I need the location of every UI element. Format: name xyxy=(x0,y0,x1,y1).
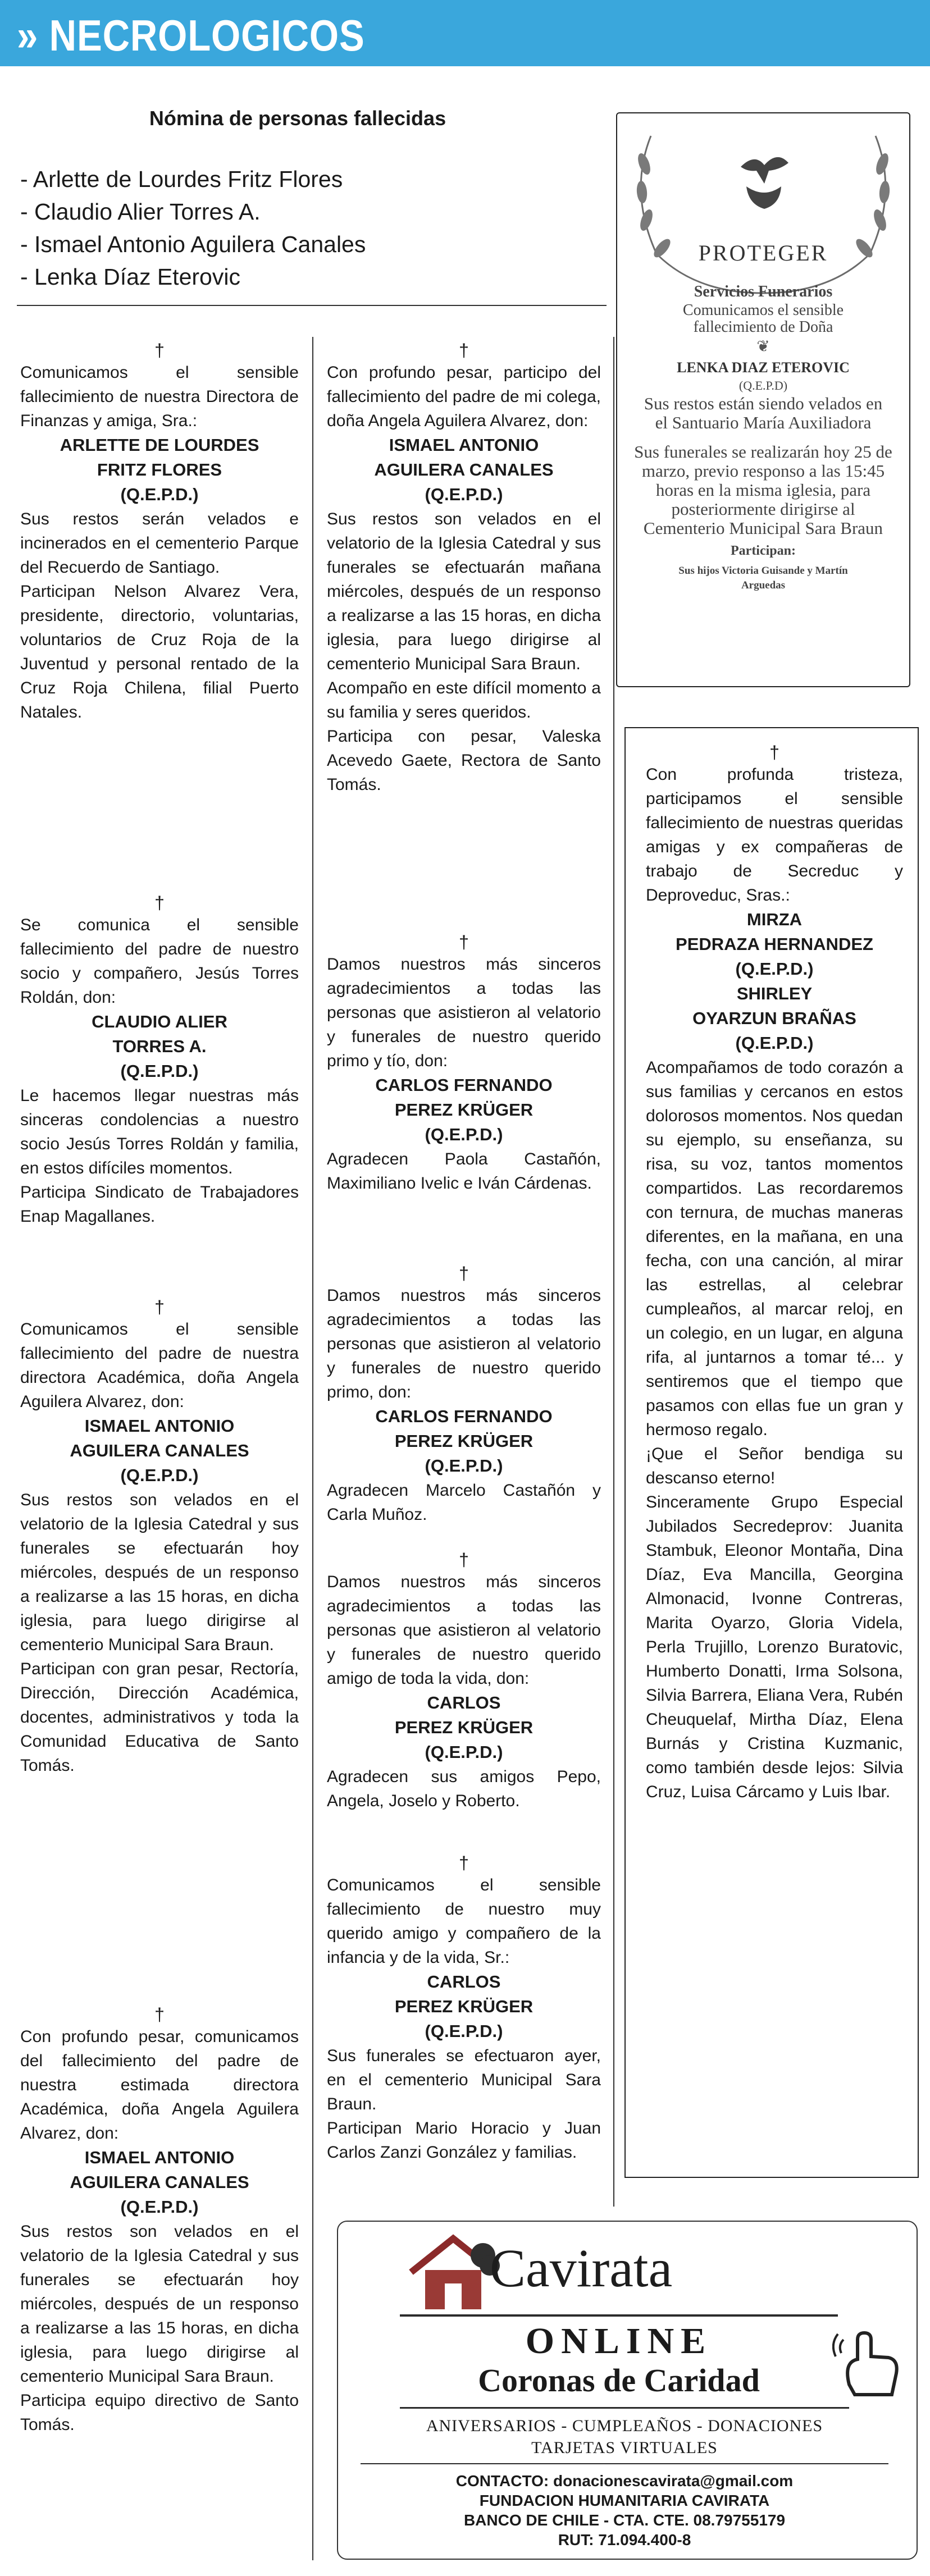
notice-intro: Con profundo pesar, participo del fallecimiento del padre de mi colega, doña Angela Aguilera Alvarez, don: xyxy=(327,363,601,430)
section-title: » NECROLOGICOS xyxy=(17,11,365,60)
notice-ismael-2 xyxy=(20,2004,299,2437)
participants-label: Participan: xyxy=(731,543,796,558)
brand-name: PROTEGER xyxy=(698,240,828,266)
qepd: (Q.E.P.D.) xyxy=(735,1033,814,1053)
list-item: - Ismael Antonio Aguilera Canales xyxy=(20,231,366,257)
notice-text: Sus restos son velados en el velatorio de la Iglesia Catedral y sus funerales se efectuarán mañana miércoles, después de un responso a realizarse a las 15 horas, en dicha iglesia, para luego dirigirse al cementerio Municipal Sara Braun. xyxy=(327,510,601,673)
divider xyxy=(400,2314,838,2317)
deceased-list xyxy=(20,163,604,293)
deceased-name: ARLETTE DE LOURDES xyxy=(60,435,259,455)
deceased-name: CARLOS FERNANDO xyxy=(375,1075,553,1095)
notice-text: ¡Que el Señor bendiga su descanso eterno! xyxy=(646,1445,903,1487)
house-logo-icon xyxy=(405,2233,501,2317)
deceased-name: PEREZ KRÜGER xyxy=(394,1431,534,1451)
notice-text: Le hacemos llegar nuestras más sinceras condolencias a nuestro socio Jesús Torres Roldán y familia, en estos difíciles momentos. xyxy=(20,1086,299,1177)
notice-text: Acompañamos de todo corazón a sus familias y cercanos en estos dolorosos momentos. Nos quedan su ejemplo, su enseñanza, su risa, su voz, tantos momentos compartidos. Las recordaremos con ternura, de muchas maneras diferentes, en la mañana, en una fecha, con una canción, al mirar las estrellas, al celebrar cumpleaños, al marcar reloj, en un colegio, en un lugar, en alguna rifa, al juntarnos a tomar té... y sentiremos que el tiempo que pasamos con ellas fue un gran y hermoso regalo. xyxy=(646,1058,903,1439)
deceased-name: AGUILERA CANALES xyxy=(374,460,554,479)
notice-text: Sus restos están siendo velados en el Santuario María Auxiliadora xyxy=(644,394,883,432)
qepd: (Q.E.P.D.) xyxy=(120,1465,199,1485)
notice-text: Participa equipo directivo de Santo Tomás. xyxy=(20,2391,299,2434)
notice-intro: Con profunda tristeza, participamos el sensible fallecimiento de nuestras queridas amigas y ex compañeras de trabajo de Secreduc y Deproveduc, Sras.: xyxy=(646,765,903,905)
deceased-name: CARLOS FERNANDO xyxy=(375,1406,553,1426)
notice-text: Sus restos serán velados e incinerados en el cementerio Parque del Recuerdo de Santiago. xyxy=(20,510,299,577)
deceased-name: ISMAEL ANTONIO xyxy=(84,1416,235,1436)
list-item: - Arlette de Lourdes Fritz Flores xyxy=(20,166,343,192)
deceased-name: ISMAEL ANTONIO xyxy=(84,2148,235,2167)
deceased-name: PEDRAZA HERNANDEZ xyxy=(676,934,873,954)
qepd: (Q.E.P.D.) xyxy=(735,959,814,979)
ad-online: ONLINE xyxy=(525,2321,713,2362)
notice-text: Participa con pesar, Valeska Acevedo Gaete, Rectora de Santo Tomás. xyxy=(327,727,601,794)
notice-intro: Damos nuestros más sinceros agradecimientos a todas las personas que asistieron al velatorio y funerales de nuestro querido primo, don: xyxy=(327,1286,601,1401)
notice-intro: Se comunica el sensible fallecimiento del padre de nuestro socio y compañero, Jesús Torres Roldán, don: xyxy=(20,916,299,1007)
hand-pointer-icon xyxy=(832,2328,905,2401)
column-divider xyxy=(312,337,313,2560)
proteger-notice xyxy=(616,112,910,687)
notice-text: Agradecen Marcelo Castañón y Carla Muñoz. xyxy=(327,1481,601,1524)
notice-text: Agradecen sus amigos Pepo, Angela, Joselo y Roberto. xyxy=(327,1767,601,1810)
notice-intro: Damos nuestros más sinceros agradecimientos a todas las personas que asistieron al velatorio y funerales de nuestro querido amigo de toda la vida, don: xyxy=(327,1573,601,1688)
ad-services-2: TARJETAS VIRTUALES xyxy=(531,2438,718,2457)
notice-text: Participan Nelson Alvarez Vera, presidente, directorio, voluntarias, voluntarios de Cruz Roja de la Juventud y personal rentado de la Cruz Roja Chilena, filial Puerto Natales. xyxy=(20,582,299,721)
notice-intro: Comunicamos el sensible fallecimiento de nuestro muy querido amigo y compañero de la infancia y de la vida, Sr.: xyxy=(327,1876,601,1967)
notice-text: Participan Mario Horacio y Juan Carlos Zanzi González y familias. xyxy=(327,2119,601,2162)
cross-icon: † xyxy=(154,340,165,360)
notice-carlos-2 xyxy=(327,1263,601,1527)
olive-wreath-icon xyxy=(617,113,909,299)
ad-bank: BANCO DE CHILE - CTA. CTE. 08.79755179 xyxy=(463,2511,786,2529)
qepd: (Q.E.P.D.) xyxy=(120,2197,199,2217)
deceased-name: ISMAEL ANTONIO xyxy=(389,435,539,455)
notice-text: Participan con gran pesar, Rectoría, Dirección, Dirección Académica, docentes, administrativos y toda la Comunidad Educativa de Santo Tomás. xyxy=(20,1660,299,1775)
notice-text: Sus restos son velados en el velatorio de la Iglesia Catedral y sus funerales se efectuarán hoy miércoles, después de un responso a realizarse a las 15 horas, en dicha iglesia, para luego dirigirse al cementerio Municipal Sara Braun. xyxy=(20,1491,299,1654)
notice-text: Agradecen Paola Castañón, Maximiliano Ivelic e Iván Cárdenas. xyxy=(327,1150,601,1193)
deceased-name: SHIRLEY xyxy=(736,984,813,1003)
notice-intro: Comunicamos el sensible fallecimiento de Doña xyxy=(682,302,844,336)
cross-icon: † xyxy=(459,1263,469,1284)
notice-ismael xyxy=(20,1297,299,1778)
deceased-name: TORRES A. xyxy=(112,1036,207,1056)
notice-text: Sinceramente Grupo Especial Jubilados Secredeprov: Juanita Stambuk, Eleonor Montaña, Dina Díaz, Eva Mancilla, Georgina Almonacid, Ivonne Contreras, Marita Oyarzo, Gloria Videla, Perla Trujillo, Lorenzo Buratovic, Humberto Donatti, Irma Solsona, Silvia Barrera, Eliana Vera, Rubén Cheuquelaf, Mirtha Díaz, Elena Burnás y Cristina Kuzmanic, como también desde lejos: Silvia Cruz, Luisa Cárcamo y Luis Ibar. xyxy=(646,1493,903,1801)
notice-carlos-3 xyxy=(327,1550,601,1813)
divider xyxy=(17,305,607,306)
notice-claudio xyxy=(20,893,299,1228)
notice-intro: Comunicamos el sensible fallecimiento del padre de nuestra directora Académica, doña Angela Aguilera Alvarez, don: xyxy=(20,1320,299,1411)
deceased-name: MIRZA xyxy=(746,910,803,929)
cross-icon: † xyxy=(459,932,469,952)
notice-carlos-4 xyxy=(327,1853,601,2164)
section-header xyxy=(0,0,930,66)
cross-icon: † xyxy=(154,1297,165,1317)
notice-intro: Damos nuestros más sinceros agradecimientos a todas las personas que asistieron al velatorio y funerales de nuestro querido primo y tío, don: xyxy=(327,955,601,1070)
notice-text: Sus funerales se efectuaron ayer, en el cementerio Municipal Sara Braun. xyxy=(327,2047,601,2113)
deceased-name: OYARZUN BRAÑAS xyxy=(692,1008,856,1028)
cross-icon: † xyxy=(459,1550,469,1570)
cross-icon: † xyxy=(769,742,779,762)
deceased-name: AGUILERA CANALES xyxy=(70,2172,249,2192)
qepd: (Q.E.P.D.) xyxy=(120,485,199,504)
qepd: (Q.E.P.D.) xyxy=(425,485,503,504)
qepd: (Q.E.P.D.) xyxy=(425,2021,503,2041)
deceased-name: CARLOS xyxy=(427,1693,501,1712)
qepd: (Q.E.P.D) xyxy=(738,378,788,392)
deceased-name: PEREZ KRÜGER xyxy=(394,1997,534,2016)
list-item: - Lenka Díaz Eterovic xyxy=(20,264,240,290)
cross-icon: † xyxy=(459,340,469,360)
column-divider xyxy=(613,337,614,2207)
deceased-name: PEREZ KRÜGER xyxy=(394,1100,534,1120)
notice-intro: Con profundo pesar, comunicamos del fallecimiento del padre de nuestra estimada directora Académica, doña Angela Aguilera Alvarez, don: xyxy=(20,2027,299,2143)
list-heading: Nómina de personas fallecidas xyxy=(149,107,446,130)
leaf-icon: ❦ xyxy=(756,338,770,355)
notice-text: Sus funerales se realizarán hoy 25 de marzo, previo responso a las 15:45 horas en la misma iglesia, para posteriormente dirigirse al Cementerio Municipal Sara Braun xyxy=(634,442,892,538)
notice-arlette xyxy=(20,340,299,724)
ad-services: ANIVERSARIOS - CUMPLEAÑOS - DONACIONES xyxy=(426,2417,823,2435)
divider xyxy=(361,2463,888,2464)
qepd: (Q.E.P.D.) xyxy=(120,1061,199,1081)
notice-intro: Comunicamos el sensible fallecimiento de nuestra Directora de Finanzas y amiga, Sra.: xyxy=(20,363,299,430)
qepd: (Q.E.P.D.) xyxy=(425,1456,503,1476)
notice-mirza-shirley xyxy=(646,742,903,1804)
qepd: (Q.E.P.D.) xyxy=(425,1125,503,1144)
deceased-name: LENKA DIAZ ETEROVIC xyxy=(677,359,850,376)
notice-text: Acompaño en este difícil momento a su familia y seres queridos. xyxy=(327,679,601,721)
participants: Sus hijos Victoria Guisande y Martín Arguedas xyxy=(678,565,848,591)
ad-brand: Cavirata xyxy=(490,2238,673,2298)
deceased-name: AGUILERA CANALES xyxy=(70,1441,249,1460)
ad-contact[interactable]: CONTACTO: donacionescavirata@gmail.com xyxy=(455,2472,794,2490)
ad-rut: RUT: 71.094.400-8 xyxy=(558,2531,691,2548)
brand-subtitle: Servicios Funerarios xyxy=(694,283,833,300)
notice-text: Participa Sindicato de Trabajadores Enap Magallanes. xyxy=(20,1183,299,1226)
deceased-name: FRITZ FLORES xyxy=(97,460,222,479)
ad-foundation: FUNDACION HUMANITARIA CAVIRATA xyxy=(479,2492,770,2509)
cross-icon: † xyxy=(459,1853,469,1873)
ad-coronas: Coronas de Caridad xyxy=(478,2362,760,2399)
divider xyxy=(400,2407,849,2409)
qepd: (Q.E.P.D.) xyxy=(425,1742,503,1762)
notice-text: Sus restos son velados en el velatorio de la Iglesia Catedral y sus funerales se efectuarán hoy miércoles, después de un responso a realizarse a las 15 horas, en dicha iglesia, para luego dirigirse al cementerio Municipal Sara Braun. xyxy=(20,2222,299,2386)
deceased-name: CARLOS xyxy=(427,1972,501,1992)
cavirata-ad[interactable] xyxy=(337,2221,918,2560)
cross-icon: † xyxy=(154,893,165,913)
deceased-name: PEREZ KRÜGER xyxy=(394,1718,534,1737)
cross-icon: † xyxy=(154,2004,165,2025)
notice-ismael-3 xyxy=(327,340,601,797)
list-item: - Claudio Alier Torres A. xyxy=(20,199,261,225)
notice-carlos-1 xyxy=(327,932,601,1195)
deceased-name: CLAUDIO ALIER xyxy=(92,1012,227,1031)
